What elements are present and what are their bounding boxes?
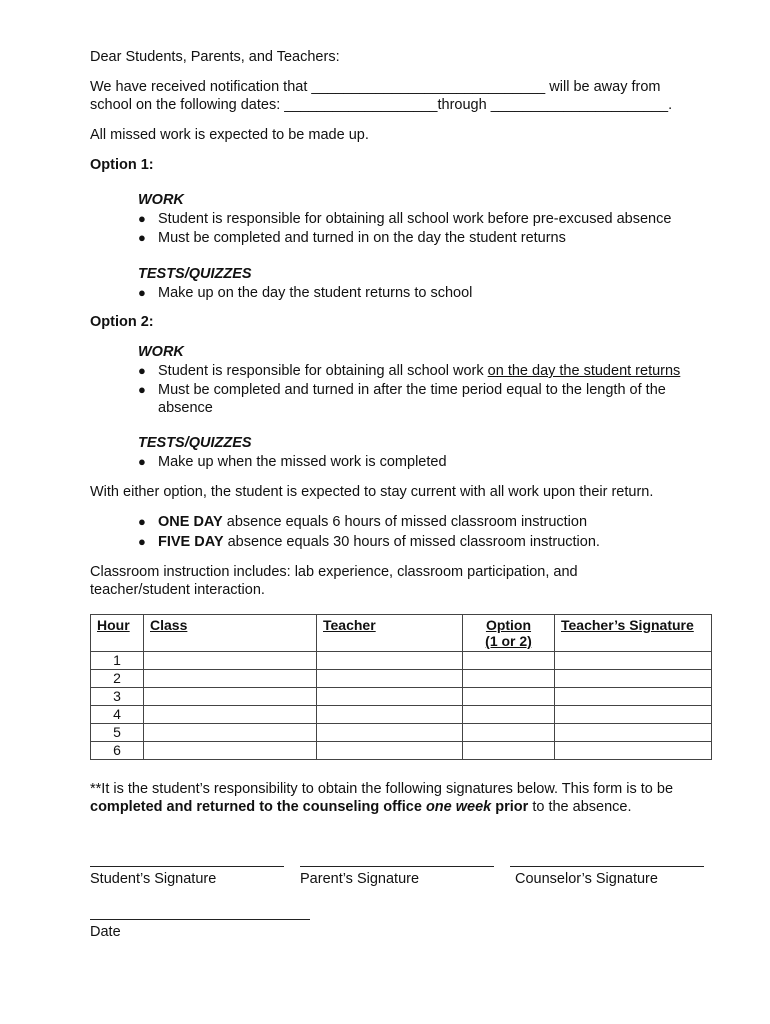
bullet-icon: ●	[138, 230, 146, 245]
counselor-signature-line[interactable]	[510, 866, 704, 867]
teacher-cell[interactable]	[317, 742, 463, 760]
option-cell[interactable]	[463, 652, 555, 670]
instruction-line-1: Classroom instruction includes: lab experience, classroom participation, and	[90, 564, 578, 580]
teacher-cell[interactable]	[317, 688, 463, 706]
option-cell[interactable]	[463, 688, 555, 706]
hour-column-header: Hour	[91, 615, 144, 652]
signature-cell[interactable]	[555, 670, 712, 688]
signature-cell[interactable]	[555, 706, 712, 724]
option-2-work-item: Student is responsible for obtaining all school work on the day the student returns	[158, 363, 681, 379]
signature-cell[interactable]	[555, 724, 712, 742]
class-cell[interactable]	[144, 706, 317, 724]
class-cell[interactable]	[144, 652, 317, 670]
hours-item: FIVE DAY absence equals 30 hours of missed classroom instruction.	[158, 534, 600, 550]
class-column-header: Class	[144, 615, 317, 652]
teacher-column-header: Teacher	[317, 615, 463, 652]
notice-line-2: school on the following dates: ___________________through ______________________.	[90, 97, 673, 113]
student-signature-label: Student’s Signature	[90, 871, 217, 887]
table-header-row	[91, 615, 712, 652]
class-cell[interactable]	[144, 688, 317, 706]
option-1-work-item: Student is responsible for obtaining all school work before pre-excused absence	[158, 211, 672, 227]
signature-cell[interactable]	[555, 652, 712, 670]
responsibility-line-2: completed and returned to the counseling office one week prior to the absence.	[90, 799, 632, 815]
class-cell[interactable]	[144, 742, 317, 760]
signature-cell[interactable]	[555, 742, 712, 760]
hour-cell: 2	[91, 670, 144, 688]
responsibility-line-1: **It is the student’s responsibility to obtain the following signatures below. This form is to be	[90, 781, 674, 797]
option-1-heading: Option 1:	[90, 157, 154, 173]
class-cell[interactable]	[144, 670, 317, 688]
bullet-icon: ●	[138, 382, 146, 397]
hour-cell: 4	[91, 706, 144, 724]
teacher-cell[interactable]	[317, 652, 463, 670]
bullet-icon: ●	[138, 211, 146, 226]
bullet-icon: ●	[138, 363, 146, 378]
parent-signature-line[interactable]	[300, 866, 494, 867]
bullet-icon: ●	[138, 285, 146, 300]
bullet-icon: ●	[138, 534, 146, 549]
date-label: Date	[90, 924, 121, 940]
notice-line-1: We have received notification that _____________________________ will be away from	[90, 79, 661, 95]
teacher-cell[interactable]	[317, 706, 463, 724]
option-2-work-item: Must be completed and turned in after the time period equal to the length of the	[158, 382, 666, 398]
teacher-cell[interactable]	[317, 670, 463, 688]
option-cell[interactable]	[463, 724, 555, 742]
greeting: Dear Students, Parents, and Teachers:	[90, 49, 340, 65]
table-row	[91, 724, 712, 742]
table-row	[91, 688, 712, 706]
option-cell[interactable]	[463, 742, 555, 760]
hours-item: ONE DAY absence equals 6 hours of missed classroom instruction	[158, 514, 588, 530]
option-1-tests-heading: TESTS/QUIZZES	[138, 266, 252, 282]
option-column-header: Option (1 or 2)	[463, 615, 555, 652]
table-row	[91, 742, 712, 760]
underlined-phrase: on the day the student returns	[487, 363, 681, 379]
teacher-cell[interactable]	[317, 724, 463, 742]
hour-cell: 1	[91, 652, 144, 670]
hour-cell: 5	[91, 724, 144, 742]
table-row	[91, 706, 712, 724]
missed-work-statement: All missed work is expected to be made up.	[90, 127, 369, 143]
class-schedule-table	[90, 614, 712, 760]
option-2-work-heading: WORK	[138, 344, 184, 360]
option-2-tests-heading: TESTS/QUIZZES	[138, 435, 252, 451]
option-2-heading: Option 2:	[90, 314, 154, 330]
option-1-work-item: Must be completed and turned in on the day the student returns	[158, 230, 566, 246]
student-signature-line[interactable]	[90, 866, 284, 867]
parent-signature-label: Parent’s Signature	[300, 871, 420, 887]
signature-cell[interactable]	[555, 688, 712, 706]
bullet-icon: ●	[138, 454, 146, 469]
option-cell[interactable]	[463, 706, 555, 724]
hour-cell: 3	[91, 688, 144, 706]
signature-column-header: Teacher’s Signature	[555, 615, 712, 652]
table-row	[91, 670, 712, 688]
counselor-signature-label: Counselor’s Signature	[515, 871, 658, 887]
option-1-tests-item: Make up on the day the student returns to school	[158, 285, 473, 301]
either-option-statement: With either option, the student is expected to stay current with all work upon their return.	[90, 484, 654, 500]
date-line[interactable]	[90, 919, 310, 920]
option-2-tests-item: Make up when the missed work is completed	[158, 454, 447, 470]
option-2-work-item-continued: absence	[158, 400, 213, 416]
option-1-work-heading: WORK	[138, 192, 184, 208]
instruction-line-2: teacher/student interaction.	[90, 582, 265, 598]
hour-cell: 6	[91, 742, 144, 760]
option-cell[interactable]	[463, 670, 555, 688]
table-row	[91, 652, 712, 670]
bullet-icon: ●	[138, 514, 146, 529]
class-cell[interactable]	[144, 724, 317, 742]
